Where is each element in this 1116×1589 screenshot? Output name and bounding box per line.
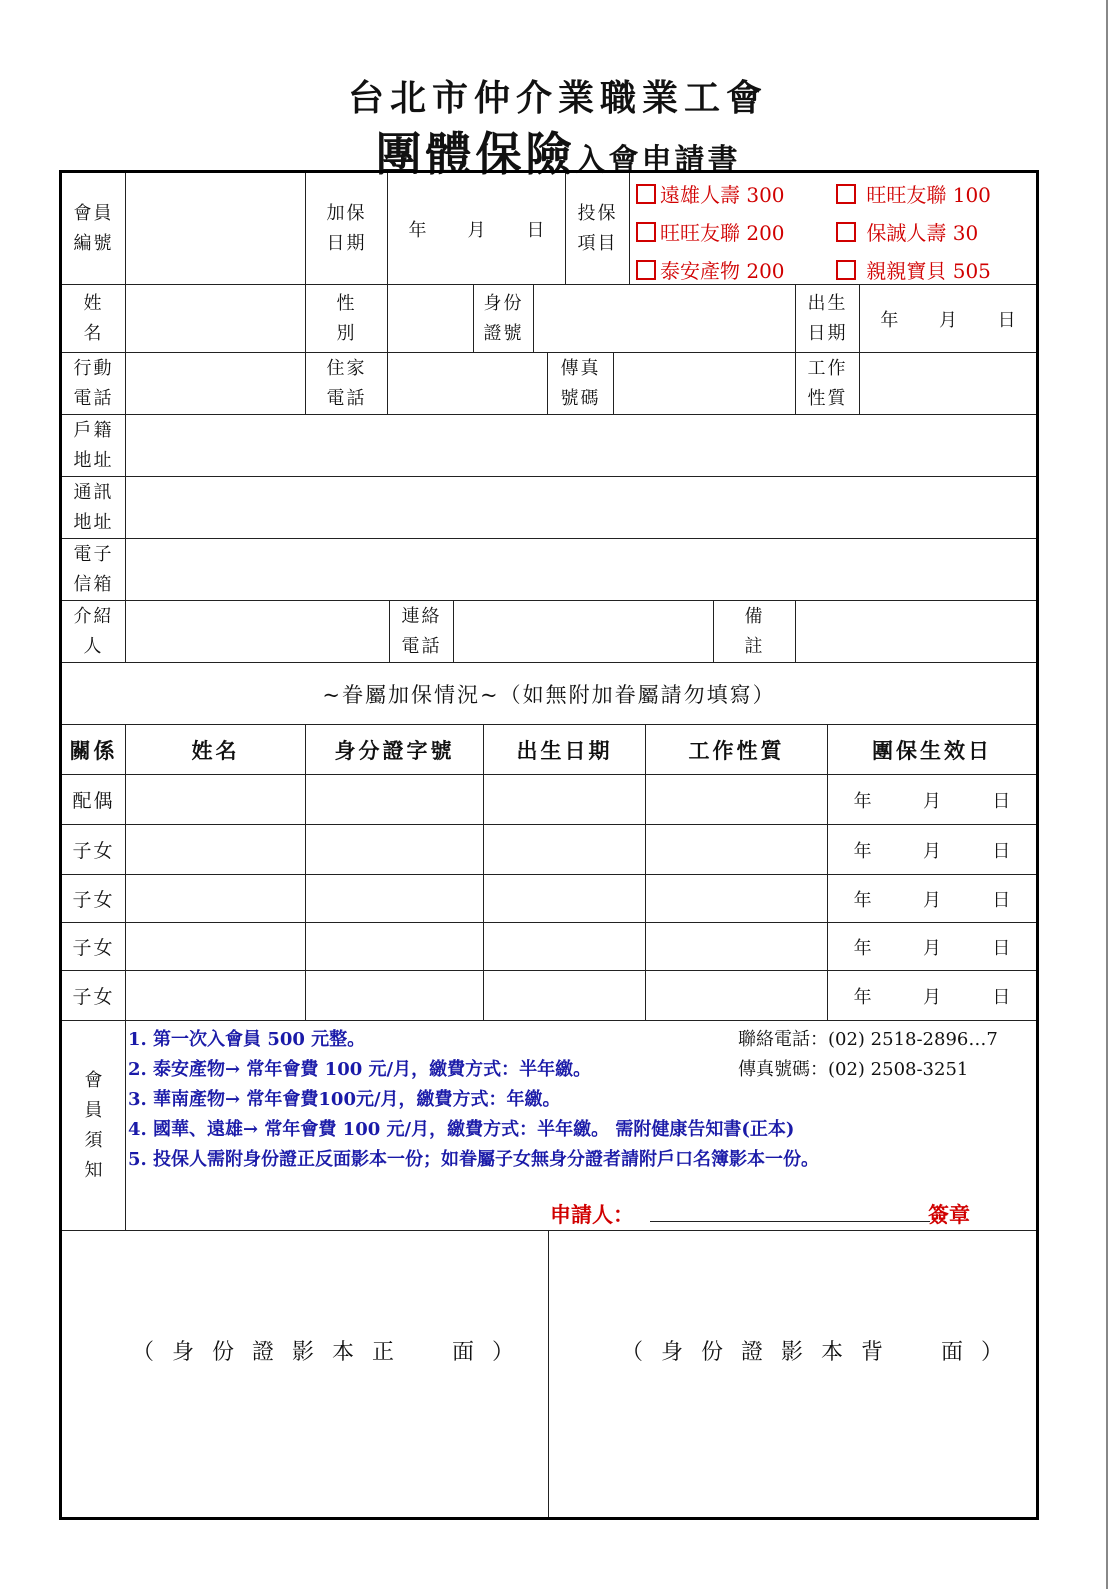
- id-back-caption: （身份證影本背 面）: [621, 1340, 1022, 1365]
- checkbox-icon[interactable]: [636, 222, 656, 242]
- notice-content: [126, 1021, 1036, 1231]
- id-front-area[interactable]: [62, 1231, 549, 1517]
- month-mark: 月: [922, 840, 941, 862]
- id-no-field[interactable]: [534, 285, 796, 353]
- birth-date-field[interactable]: [860, 285, 1036, 353]
- job-field[interactable]: [860, 353, 1036, 415]
- label-mobile: 行動電話: [62, 353, 126, 415]
- dep-birth-field[interactable]: [484, 923, 646, 971]
- day-mark: 日: [992, 937, 1011, 959]
- notice-item: 2. 泰安產物→ 常年會費 100 元/月，繳費方式：半年繳。: [128, 1059, 592, 1080]
- dep-effective-date[interactable]: [828, 875, 1036, 923]
- label-join-date: 加保日期: [306, 173, 388, 285]
- notice-item: 4. 國華、遠雄→ 常年會費 100 元/月，繳費方式：半年繳。 需附健康告知書(正本): [128, 1119, 795, 1140]
- dep-name-field[interactable]: [126, 971, 306, 1021]
- dep-name-field[interactable]: [126, 825, 306, 875]
- fax-field[interactable]: [614, 353, 796, 415]
- dep-effective-date[interactable]: [828, 825, 1036, 875]
- month-mark: 月: [922, 986, 941, 1008]
- application-form: [59, 170, 1039, 1520]
- contact-phone-text: 聯絡電話：(02) 2518-2896…7: [738, 1029, 998, 1050]
- notice-item: 3. 華南產物→ 常年會費100元/月，繳費方式：年繳。: [128, 1089, 561, 1110]
- checkbox-icon[interactable]: [836, 260, 856, 280]
- checkbox-icon[interactable]: [836, 222, 856, 242]
- year-mark: 年: [408, 219, 427, 241]
- label-birth: 出生日期: [796, 285, 860, 353]
- dep-effective-date[interactable]: [828, 971, 1036, 1021]
- plan-option-2[interactable]: 旺旺友聯 100: [836, 179, 991, 208]
- month-mark: 月: [938, 309, 957, 331]
- header-job: 工作性質: [646, 725, 828, 775]
- label-referrer: 介紹人: [62, 601, 126, 663]
- dep-job-field[interactable]: [646, 825, 828, 875]
- subtitle-small: 入會申請書: [575, 143, 741, 178]
- dep-effective-date[interactable]: [828, 923, 1036, 971]
- checkbox-icon[interactable]: [636, 260, 656, 280]
- label-reg-addr: 戶籍地址: [62, 415, 126, 477]
- relation-cell: 配偶: [62, 775, 126, 825]
- dep-name-field[interactable]: [126, 923, 306, 971]
- label-gender: 性別: [306, 285, 388, 353]
- dep-id-field[interactable]: [306, 971, 484, 1021]
- month-mark: 月: [922, 937, 941, 959]
- contact-fax-text: 傳真號碼：(02) 2508-3251: [738, 1059, 969, 1080]
- plan-option-6[interactable]: 親親寶貝 505: [836, 255, 991, 284]
- signature-line[interactable]: [650, 1221, 930, 1222]
- label-notice: 會員須知: [62, 1021, 126, 1231]
- dep-id-field[interactable]: [306, 875, 484, 923]
- label-mail-addr: 通訊地址: [62, 477, 126, 539]
- dep-id-field[interactable]: [306, 825, 484, 875]
- plan-option-3[interactable]: 旺旺友聯 200: [636, 217, 785, 246]
- label-remarks: 備註: [714, 601, 796, 663]
- remarks-field[interactable]: [796, 601, 1036, 663]
- relation-cell: 子女: [62, 923, 126, 971]
- label-home-phone: 住家電話: [306, 353, 388, 415]
- header-id: 身分證字號: [306, 725, 484, 775]
- referrer-field[interactable]: [126, 601, 390, 663]
- label-contact-phone: 連絡電話: [390, 601, 454, 663]
- day-mark: 日: [992, 840, 1011, 862]
- mobile-field[interactable]: [126, 353, 306, 415]
- checkbox-icon[interactable]: [636, 184, 656, 204]
- relation-cell: 子女: [62, 825, 126, 875]
- reg-addr-field[interactable]: [126, 415, 1036, 477]
- mail-addr-field[interactable]: [126, 477, 1036, 539]
- plan-option-4[interactable]: 保誠人壽 30: [836, 217, 978, 246]
- label-id-no: 身份證號: [474, 285, 534, 353]
- label-email: 電子信箱: [62, 539, 126, 601]
- day-mark: 日: [992, 790, 1011, 812]
- plan-option-1[interactable]: 遠雄人壽 300: [636, 179, 785, 208]
- dep-birth-field[interactable]: [484, 775, 646, 825]
- gender-field[interactable]: [388, 285, 474, 353]
- header-relation: 關係: [62, 725, 126, 775]
- dep-id-field[interactable]: [306, 775, 484, 825]
- page-edge-line: [1106, 0, 1108, 1589]
- checkbox-icon[interactable]: [836, 184, 856, 204]
- year-mark: 年: [853, 889, 872, 911]
- subtitle-main: 團體保險: [375, 127, 576, 181]
- email-field[interactable]: [126, 539, 1036, 601]
- dep-job-field[interactable]: [646, 971, 828, 1021]
- notice-item: 1. 第一次入會員 500 元整。: [128, 1029, 366, 1050]
- year-mark: 年: [853, 986, 872, 1008]
- day-mark: 日: [992, 986, 1011, 1008]
- sign-label: 簽章: [928, 1202, 970, 1227]
- home-phone-field[interactable]: [388, 353, 548, 415]
- dep-birth-field[interactable]: [484, 825, 646, 875]
- id-front-caption: （身份證影本正 面）: [132, 1340, 533, 1365]
- month-mark: 月: [922, 889, 941, 911]
- year-mark: 年: [853, 840, 872, 862]
- dep-job-field[interactable]: [646, 923, 828, 971]
- applicant-label: 申請人：: [550, 1202, 634, 1227]
- header-effective-date: 團保生效日: [828, 725, 1036, 775]
- contact-phone-field[interactable]: [454, 601, 714, 663]
- dep-birth-field[interactable]: [484, 875, 646, 923]
- label-member-no: 會員編號: [62, 173, 126, 285]
- day-mark: 日: [997, 309, 1016, 331]
- plan-option-5[interactable]: 泰安產物 200: [636, 255, 785, 284]
- dep-name-field[interactable]: [126, 875, 306, 923]
- label-job: 工作性質: [796, 353, 860, 415]
- month-mark: 月: [467, 219, 486, 241]
- year-mark: 年: [880, 309, 899, 331]
- relation-cell: 子女: [62, 971, 126, 1021]
- join-date-field[interactable]: [388, 173, 566, 285]
- month-mark: 月: [922, 790, 941, 812]
- form-title: 台北市仲介業職業工會: [347, 77, 768, 119]
- notice-item: 5. 投保人需附身份證正反面影本一份；如眷屬子女無身分證者請附戶口名簿影本一份。: [128, 1149, 820, 1170]
- member-no-field[interactable]: [126, 173, 306, 285]
- label-fax: 傳真號碼: [548, 353, 614, 415]
- day-mark: 日: [992, 889, 1011, 911]
- header-birth: 出生日期: [484, 725, 646, 775]
- id-back-area[interactable]: [549, 1231, 1036, 1517]
- label-plan: 投保項目: [566, 173, 630, 285]
- year-mark: 年: [853, 790, 872, 812]
- header-name: 姓名: [126, 725, 306, 775]
- plan-options: [630, 173, 1036, 285]
- dependents-title: ~眷屬加保情況~（如無附加眷屬請勿填寫）: [62, 663, 1036, 725]
- label-name: 姓名: [62, 285, 126, 353]
- year-mark: 年: [853, 937, 872, 959]
- dep-id-field[interactable]: [306, 923, 484, 971]
- relation-cell: 子女: [62, 875, 126, 923]
- dep-job-field[interactable]: [646, 775, 828, 825]
- dep-name-field[interactable]: [126, 775, 306, 825]
- dep-effective-date[interactable]: [828, 775, 1036, 825]
- name-field[interactable]: [126, 285, 306, 353]
- dep-job-field[interactable]: [646, 875, 828, 923]
- dep-birth-field[interactable]: [484, 971, 646, 1021]
- day-mark: 日: [526, 219, 545, 241]
